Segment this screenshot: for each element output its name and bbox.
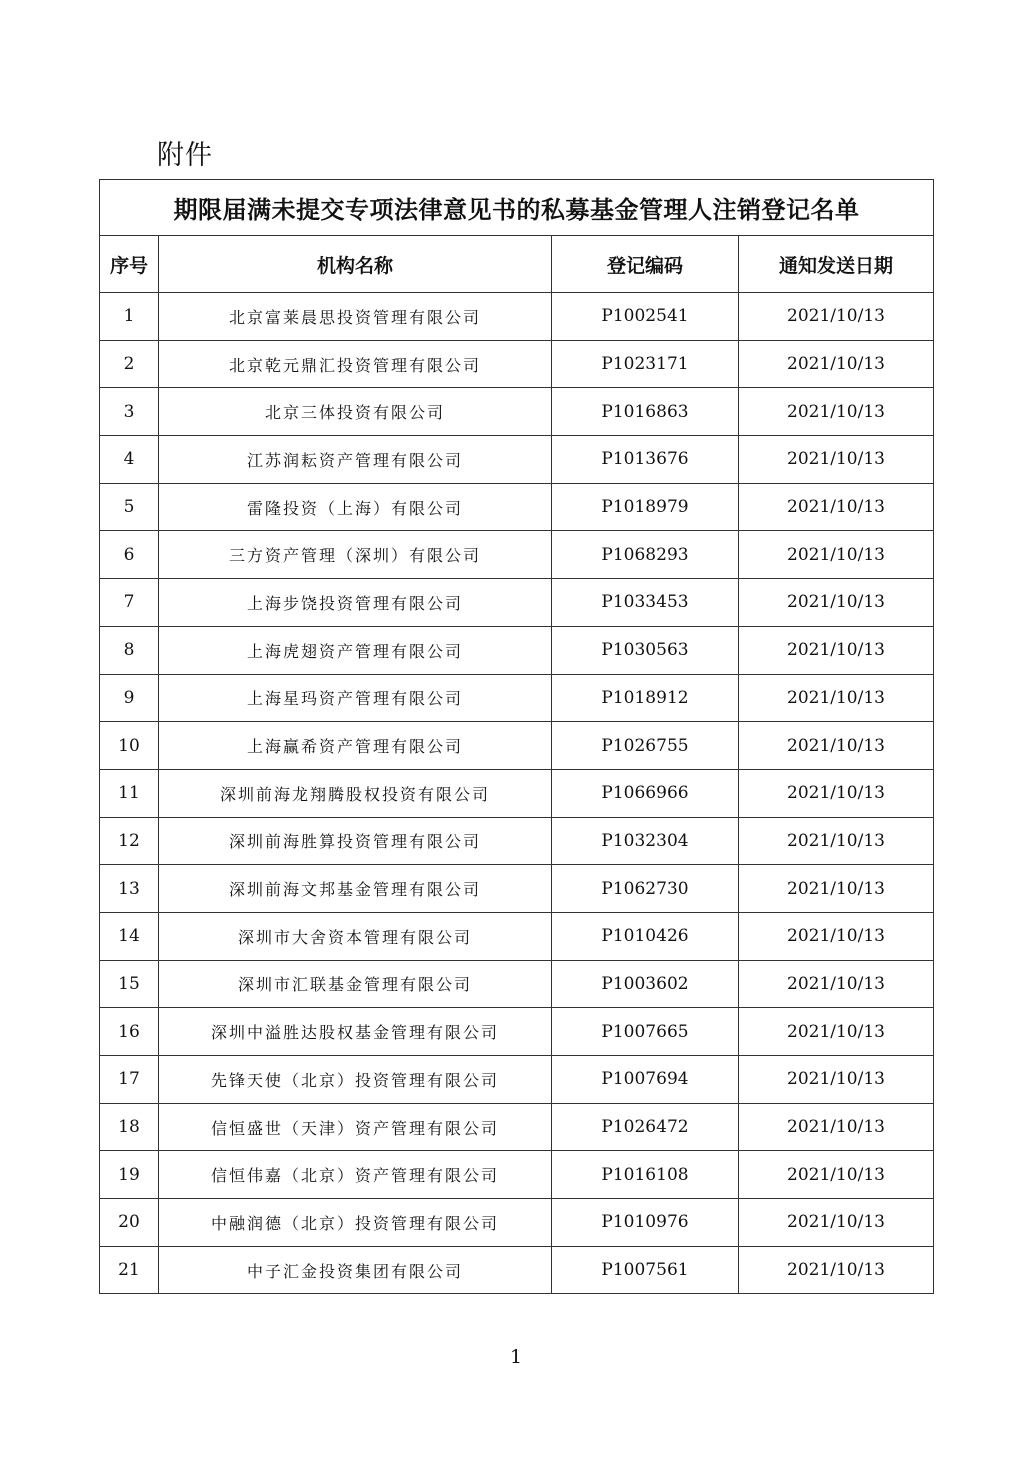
- row-index-cell: 17: [100, 1056, 159, 1104]
- table-body: [100, 293, 934, 1294]
- row-date-cell: 2021/10/13: [739, 1008, 934, 1056]
- row-index-cell: 8: [100, 626, 159, 674]
- row-code-cell: P1032304: [552, 817, 739, 865]
- row-name-cell: 深圳前海龙翔腾股权投资有限公司: [159, 769, 552, 817]
- row-index-cell: 9: [100, 674, 159, 722]
- row-name-cell: 深圳前海文邦基金管理有限公司: [159, 865, 552, 913]
- row-name-cell: 信恒伟嘉（北京）资产管理有限公司: [159, 1151, 552, 1199]
- row-code-cell: P1016108: [552, 1151, 739, 1199]
- row-date-cell: 2021/10/13: [739, 1246, 934, 1294]
- row-code-cell: P1033453: [552, 579, 739, 627]
- row-date-cell: 2021/10/13: [739, 483, 934, 531]
- row-date-cell: 2021/10/13: [739, 626, 934, 674]
- row-name-cell: 北京富莱晨思投资管理有限公司: [159, 293, 552, 341]
- row-index-cell: 18: [100, 1103, 159, 1151]
- table-row: [100, 436, 934, 484]
- row-date-cell: 2021/10/13: [739, 817, 934, 865]
- table-row: [100, 626, 934, 674]
- row-code-cell: P1002541: [552, 293, 739, 341]
- row-code-cell: P1010426: [552, 912, 739, 960]
- row-name-cell: 北京乾元鼎汇投资管理有限公司: [159, 340, 552, 388]
- table-row: [100, 293, 934, 341]
- row-index-cell: 6: [100, 531, 159, 579]
- row-index-cell: 16: [100, 1008, 159, 1056]
- row-name-cell: 中子汇金投资集团有限公司: [159, 1246, 552, 1294]
- table-row: [100, 1246, 934, 1294]
- row-name-cell: 上海虎翅资产管理有限公司: [159, 626, 552, 674]
- table-row: [100, 531, 934, 579]
- row-name-cell: 深圳市大舍资本管理有限公司: [159, 912, 552, 960]
- row-date-cell: 2021/10/13: [739, 912, 934, 960]
- row-date-cell: 2021/10/13: [739, 436, 934, 484]
- row-date-cell: 2021/10/13: [739, 579, 934, 627]
- header-index: 序号: [100, 236, 159, 293]
- row-index-cell: 1: [100, 293, 159, 341]
- row-code-cell: P1068293: [552, 531, 739, 579]
- row-name-cell: 中融润德（北京）投资管理有限公司: [159, 1199, 552, 1247]
- row-date-cell: 2021/10/13: [739, 1151, 934, 1199]
- table-row: [100, 960, 934, 1008]
- row-index-cell: 7: [100, 579, 159, 627]
- table-row: [100, 722, 934, 770]
- table-row: [100, 817, 934, 865]
- row-code-cell: P1023171: [552, 340, 739, 388]
- attachment-label: 附件: [157, 140, 213, 171]
- table-row: [100, 912, 934, 960]
- table-row: [100, 1056, 934, 1104]
- row-name-cell: 上海星玛资产管理有限公司: [159, 674, 552, 722]
- row-index-cell: 3: [100, 388, 159, 436]
- row-code-cell: P1026755: [552, 722, 739, 770]
- row-name-cell: 三方资产管理（深圳）有限公司: [159, 531, 552, 579]
- row-name-cell: 上海赢希资产管理有限公司: [159, 722, 552, 770]
- row-name-cell: 雷隆投资（上海）有限公司: [159, 483, 552, 531]
- row-date-cell: 2021/10/13: [739, 1103, 934, 1151]
- row-name-cell: 深圳中溢胜达股权基金管理有限公司: [159, 1008, 552, 1056]
- row-index-cell: 5: [100, 483, 159, 531]
- table-row: [100, 1008, 934, 1056]
- row-index-cell: 12: [100, 817, 159, 865]
- row-code-cell: P1066966: [552, 769, 739, 817]
- header-date: 通知发送日期: [739, 236, 934, 293]
- header-name: 机构名称: [159, 236, 552, 293]
- row-date-cell: 2021/10/13: [739, 674, 934, 722]
- row-index-cell: 13: [100, 865, 159, 913]
- row-date-cell: 2021/10/13: [739, 293, 934, 341]
- row-name-cell: 信恒盛世（天津）资产管理有限公司: [159, 1103, 552, 1151]
- row-date-cell: 2021/10/13: [739, 769, 934, 817]
- row-index-cell: 2: [100, 340, 159, 388]
- table-row: [100, 340, 934, 388]
- row-date-cell: 2021/10/13: [739, 340, 934, 388]
- row-name-cell: 上海步饶投资管理有限公司: [159, 579, 552, 627]
- row-code-cell: P1010976: [552, 1199, 739, 1247]
- row-name-cell: 北京三体投资有限公司: [159, 388, 552, 436]
- row-index-cell: 4: [100, 436, 159, 484]
- row-date-cell: 2021/10/13: [739, 388, 934, 436]
- row-code-cell: P1018979: [552, 483, 739, 531]
- row-index-cell: 19: [100, 1151, 159, 1199]
- row-code-cell: P1007561: [552, 1246, 739, 1294]
- table-row: [100, 865, 934, 913]
- row-code-cell: P1003602: [552, 960, 739, 1008]
- table-row: [100, 1199, 934, 1247]
- row-date-cell: 2021/10/13: [739, 960, 934, 1008]
- table-row: [100, 1151, 934, 1199]
- row-code-cell: P1016863: [552, 388, 739, 436]
- row-index-cell: 10: [100, 722, 159, 770]
- table-row: [100, 1103, 934, 1151]
- row-name-cell: 深圳前海胜算投资管理有限公司: [159, 817, 552, 865]
- table-row: [100, 674, 934, 722]
- row-date-cell: 2021/10/13: [739, 1199, 934, 1247]
- header-code: 登记编码: [552, 236, 739, 293]
- row-index-cell: 11: [100, 769, 159, 817]
- row-date-cell: 2021/10/13: [739, 865, 934, 913]
- row-code-cell: P1062730: [552, 865, 739, 913]
- table-title: 期限届满未提交专项法律意见书的私募基金管理人注销登记名单: [100, 180, 934, 236]
- row-name-cell: 先锋天使（北京）投资管理有限公司: [159, 1056, 552, 1104]
- row-code-cell: P1030563: [552, 626, 739, 674]
- row-date-cell: 2021/10/13: [739, 722, 934, 770]
- row-index-cell: 15: [100, 960, 159, 1008]
- table-row: [100, 579, 934, 627]
- row-index-cell: 14: [100, 912, 159, 960]
- row-code-cell: P1018912: [552, 674, 739, 722]
- row-code-cell: P1013676: [552, 436, 739, 484]
- table-row: [100, 388, 934, 436]
- deregistration-table: [99, 179, 934, 1294]
- row-date-cell: 2021/10/13: [739, 1056, 934, 1104]
- row-code-cell: P1007694: [552, 1056, 739, 1104]
- row-index-cell: 21: [100, 1246, 159, 1294]
- row-name-cell: 深圳市汇联基金管理有限公司: [159, 960, 552, 1008]
- table-row: [100, 769, 934, 817]
- page-number: 1: [509, 1346, 523, 1368]
- row-index-cell: 20: [100, 1199, 159, 1247]
- row-date-cell: 2021/10/13: [739, 531, 934, 579]
- table-row: [100, 483, 934, 531]
- table-header-row: [100, 236, 934, 293]
- row-code-cell: P1026472: [552, 1103, 739, 1151]
- row-code-cell: P1007665: [552, 1008, 739, 1056]
- row-name-cell: 江苏润耘资产管理有限公司: [159, 436, 552, 484]
